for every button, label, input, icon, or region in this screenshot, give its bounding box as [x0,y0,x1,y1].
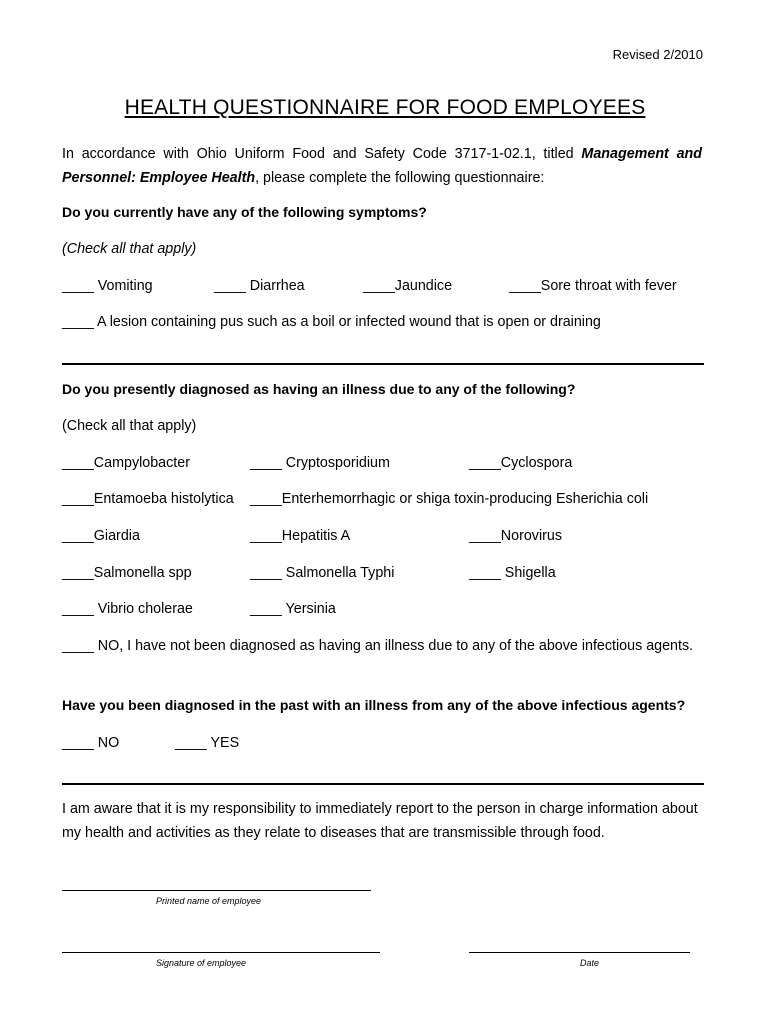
illness-yersinia-checkbox[interactable]: ____ Yersinia [250,601,336,617]
illness-ecoli-checkbox[interactable]: ____Enterhemorrhagic or shiga toxin-producing Esherichia coli [250,491,649,507]
intro-paragraph [62,142,702,190]
section-divider [62,783,704,785]
symptom-lesion-checkbox[interactable]: ____ A lesion containing pus such as a boil or infected wound that is open or draining [62,314,601,330]
signature-field[interactable] [62,952,380,953]
illness-salmonella-typhi-checkbox[interactable]: ____ Salmonella Typhi [250,565,395,581]
printed-name-caption: Printed name of employee [156,896,262,906]
illness-entamoeba-checkbox[interactable]: ____Entamoeba histolytica [62,491,234,507]
symptom-sore-throat-checkbox[interactable]: ____Sore throat with fever [509,278,677,294]
date-field[interactable] [469,952,690,953]
date-caption: Date [580,958,600,968]
illness-salmonella-spp-checkbox[interactable]: ____Salmonella spp [62,565,192,581]
intro-text-1: In accordance with Ohio Uniform Food and Safety Code 3717-1-02.1, titled [62,146,582,162]
no-diagnosis-checkbox[interactable]: ____ NO, I have not been diagnosed as having an illness due to any of the above infectious agents. [62,638,694,654]
symptom-jaundice-checkbox[interactable]: ____Jaundice [363,278,453,294]
illness-giardia-checkbox[interactable]: ____Giardia [62,528,140,544]
illness-shigella-checkbox[interactable]: ____ Shigella [469,565,556,581]
past-diagnosis-yes-checkbox[interactable]: ____ YES [175,735,240,751]
illness-hepatitis-a-checkbox[interactable]: ____Hepatitis A [250,528,351,544]
past-diagnosis-no-checkbox[interactable]: ____ NO [62,735,120,751]
illness-vibrio-checkbox[interactable]: ____ Vibrio cholerae [62,601,193,617]
symptoms-question: Do you currently have any of the following symptoms? [62,204,427,220]
symptom-vomiting-checkbox[interactable]: ____ Vomiting [62,278,153,294]
symptom-diarrhea-checkbox[interactable]: ____ Diarrhea [214,278,305,294]
signature-caption: Signature of employee [156,958,247,968]
diagnosis-question: Do you presently diagnosed as having an illness due to any of the following? [62,381,576,397]
illness-cryptosporidium-checkbox[interactable]: ____ Cryptosporidium [250,455,390,471]
illness-norovirus-checkbox[interactable]: ____Norovirus [469,528,562,544]
past-diagnosis-question: Have you been diagnosed in the past with an illness from any of the above infectious agents? [62,697,686,713]
section-divider [62,363,704,365]
printed-name-field[interactable] [62,890,371,891]
intro-emphasis: Management and Personnel: Employee Health [62,146,702,186]
diagnosis-instruction: (Check all that apply) [62,418,197,434]
illness-campylobacter-checkbox[interactable]: ____Campylobacter [62,455,190,471]
responsibility-statement: I am aware that it is my responsibility to immediately report to the person in charge information about my health and activities as they relate to diseases that are transmissible through food. [62,801,698,841]
intro-text-2: , please complete the following questionnaire: [255,170,545,186]
symptoms-instruction: (Check all that apply) [62,241,197,257]
revision-date: Revised 2/2010 [612,47,703,62]
illness-cyclospora-checkbox[interactable]: ____Cyclospora [469,455,573,471]
page-title: HEALTH QUESTIONNAIRE FOR FOOD EMPLOYEES [124,96,646,119]
